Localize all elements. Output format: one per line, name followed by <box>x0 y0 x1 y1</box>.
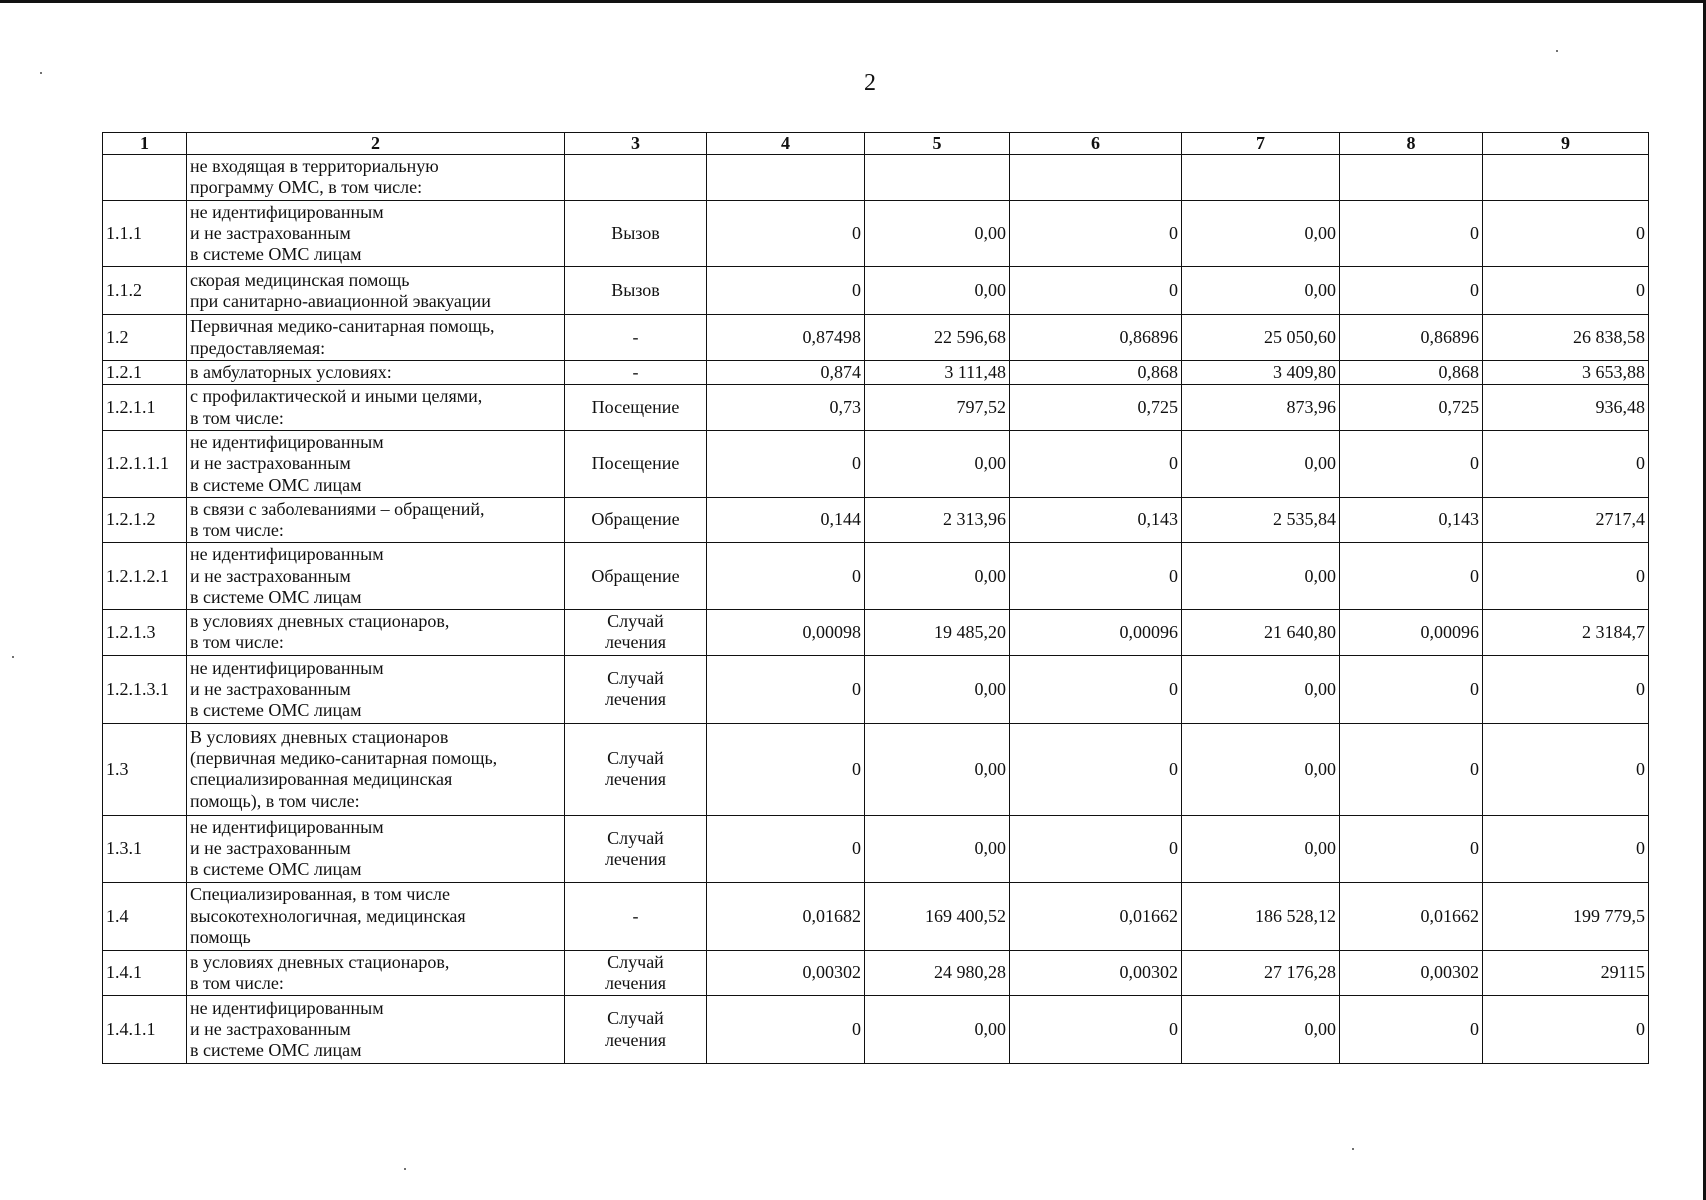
row-value-6 <box>1010 155 1182 200</box>
row-value-7: 2 535,84 <box>1182 497 1340 542</box>
row-name: Первичная медико-санитарная помощь, предоставляемая: <box>187 315 565 360</box>
data-table <box>102 132 1649 1064</box>
row-name: в условиях дневных стационаров, в том числе: <box>187 609 565 655</box>
row-value-8: 0 <box>1340 815 1483 882</box>
row-value-6: 0 <box>1010 543 1182 610</box>
row-value-5: 0,00 <box>865 200 1010 267</box>
scan-speck <box>1352 1148 1354 1150</box>
row-value-7: 873,96 <box>1182 385 1340 431</box>
row-name: не идентифицированным и не застрахованным в системе ОМС лицам <box>187 996 565 1064</box>
row-code: 1.4 <box>103 882 187 950</box>
row-value-4: 0,874 <box>707 360 865 384</box>
header-cell: 6 <box>1010 133 1182 155</box>
row-value-8: 0,868 <box>1340 360 1483 384</box>
page-number: 2 <box>864 70 876 96</box>
row-name: скорая медицинская помощь при санитарно-авиационной эвакуации <box>187 267 565 315</box>
row-value-7: 25 050,60 <box>1182 315 1340 360</box>
row-value-8: 0 <box>1340 996 1483 1064</box>
row-name: не идентифицированным и не застрахованным в системе ОМС лицам <box>187 815 565 882</box>
row-unit: Случай лечения <box>565 950 707 995</box>
row-value-5 <box>865 155 1010 200</box>
row-value-9: 0 <box>1483 543 1649 610</box>
row-value-5: 169 400,52 <box>865 882 1010 950</box>
row-value-9: 936,48 <box>1483 385 1649 431</box>
row-value-9 <box>1483 155 1649 200</box>
row-value-8: 0,00302 <box>1340 950 1483 995</box>
row-value-6: 0 <box>1010 200 1182 267</box>
row-code: 1.3.1 <box>103 815 187 882</box>
row-value-7: 0,00 <box>1182 996 1340 1064</box>
row-value-7: 3 409,80 <box>1182 360 1340 384</box>
row-value-5: 0,00 <box>865 815 1010 882</box>
table-row <box>103 431 1649 498</box>
row-unit: Посещение <box>565 385 707 431</box>
row-name: в амбулаторных условиях: <box>187 360 565 384</box>
row-unit: - <box>565 315 707 360</box>
row-value-6: 0 <box>1010 815 1182 882</box>
header-cell: 3 <box>565 133 707 155</box>
row-value-7 <box>1182 155 1340 200</box>
header-cell: 2 <box>187 133 565 155</box>
row-unit: Обращение <box>565 543 707 610</box>
header-cell: 4 <box>707 133 865 155</box>
row-value-9: 3 653,88 <box>1483 360 1649 384</box>
scan-speck <box>12 656 14 658</box>
row-value-7: 0,00 <box>1182 267 1340 315</box>
row-value-4: 0 <box>707 267 865 315</box>
row-value-7: 0,00 <box>1182 543 1340 610</box>
row-value-4: 0,144 <box>707 497 865 542</box>
row-value-4: 0 <box>707 200 865 267</box>
row-value-7: 0,00 <box>1182 200 1340 267</box>
row-code: 1.2.1.3.1 <box>103 655 187 723</box>
row-value-9: 26 838,58 <box>1483 315 1649 360</box>
row-value-5: 0,00 <box>865 655 1010 723</box>
table-row <box>103 497 1649 542</box>
row-unit: Вызов <box>565 200 707 267</box>
row-value-4: 0 <box>707 723 865 815</box>
row-value-8: 0,86896 <box>1340 315 1483 360</box>
row-unit: Случай лечения <box>565 655 707 723</box>
row-unit: Случай лечения <box>565 723 707 815</box>
row-name: в связи с заболеваниями – обращений, в том числе: <box>187 497 565 542</box>
row-value-8: 0 <box>1340 431 1483 498</box>
row-value-5: 22 596,68 <box>865 315 1010 360</box>
row-value-4: 0,00098 <box>707 609 865 655</box>
row-name: В условиях дневных стационаров (первичная медико-санитарная помощь, специализированная медицинская помощь), в том числе: <box>187 723 565 815</box>
table-row <box>103 609 1649 655</box>
row-value-6: 0,00096 <box>1010 609 1182 655</box>
row-code: 1.1.2 <box>103 267 187 315</box>
header-cell: 7 <box>1182 133 1340 155</box>
row-unit: - <box>565 360 707 384</box>
row-value-5: 0,00 <box>865 267 1010 315</box>
row-value-5: 0,00 <box>865 431 1010 498</box>
row-value-5: 0,00 <box>865 543 1010 610</box>
row-value-9: 0 <box>1483 815 1649 882</box>
row-code: 1.4.1.1 <box>103 996 187 1064</box>
row-value-4: 0 <box>707 996 865 1064</box>
table-row <box>103 155 1649 200</box>
table-row <box>103 655 1649 723</box>
row-value-9: 29115 <box>1483 950 1649 995</box>
row-value-7: 0,00 <box>1182 431 1340 498</box>
row-code: 1.3 <box>103 723 187 815</box>
row-value-8: 0,143 <box>1340 497 1483 542</box>
row-value-6: 0,86896 <box>1010 315 1182 360</box>
row-unit: Обращение <box>565 497 707 542</box>
row-code: 1.1.1 <box>103 200 187 267</box>
row-unit: Случай лечения <box>565 815 707 882</box>
row-value-9: 0 <box>1483 267 1649 315</box>
row-value-5: 797,52 <box>865 385 1010 431</box>
row-value-5: 19 485,20 <box>865 609 1010 655</box>
row-value-9: 2717,4 <box>1483 497 1649 542</box>
row-value-9: 0 <box>1483 723 1649 815</box>
row-unit: Вызов <box>565 267 707 315</box>
scan-speck <box>40 72 42 74</box>
table-row <box>103 267 1649 315</box>
row-unit: Посещение <box>565 431 707 498</box>
row-value-9: 0 <box>1483 996 1649 1064</box>
row-code <box>103 155 187 200</box>
table-row <box>103 723 1649 815</box>
row-value-5: 3 111,48 <box>865 360 1010 384</box>
table-row <box>103 882 1649 950</box>
row-code: 1.2.1.2.1 <box>103 543 187 610</box>
row-value-8: 0,01662 <box>1340 882 1483 950</box>
row-value-9: 0 <box>1483 431 1649 498</box>
row-value-5: 0,00 <box>865 723 1010 815</box>
row-value-4: 0,73 <box>707 385 865 431</box>
row-value-8: 0 <box>1340 267 1483 315</box>
row-value-4: 0 <box>707 655 865 723</box>
row-value-4: 0,00302 <box>707 950 865 995</box>
row-code: 1.2 <box>103 315 187 360</box>
row-value-5: 2 313,96 <box>865 497 1010 542</box>
row-name: не входящая в территориальную программу ОМС, в том числе: <box>187 155 565 200</box>
row-value-6: 0 <box>1010 723 1182 815</box>
row-value-5: 0,00 <box>865 996 1010 1064</box>
row-code: 1.2.1.1.1 <box>103 431 187 498</box>
row-unit: Случай лечения <box>565 609 707 655</box>
row-code: 1.2.1 <box>103 360 187 384</box>
header-cell: 9 <box>1483 133 1649 155</box>
table-row <box>103 385 1649 431</box>
row-value-6: 0,00302 <box>1010 950 1182 995</box>
table-row <box>103 360 1649 384</box>
scan-speck <box>404 1168 406 1170</box>
scan-speck <box>1556 50 1558 52</box>
row-name: не идентифицированным и не застрахованным в системе ОМС лицам <box>187 200 565 267</box>
table-row <box>103 950 1649 995</box>
row-code: 1.2.1.2 <box>103 497 187 542</box>
row-value-9: 199 779,5 <box>1483 882 1649 950</box>
row-unit: - <box>565 882 707 950</box>
header-cell: 5 <box>865 133 1010 155</box>
row-value-6: 0 <box>1010 655 1182 723</box>
row-value-7: 21 640,80 <box>1182 609 1340 655</box>
row-value-7: 0,00 <box>1182 815 1340 882</box>
row-code: 1.4.1 <box>103 950 187 995</box>
row-value-6: 0,01662 <box>1010 882 1182 950</box>
row-value-9: 0 <box>1483 655 1649 723</box>
row-value-6: 0,725 <box>1010 385 1182 431</box>
row-value-6: 0 <box>1010 267 1182 315</box>
row-code: 1.2.1.1 <box>103 385 187 431</box>
row-code: 1.2.1.3 <box>103 609 187 655</box>
row-value-4: 0 <box>707 543 865 610</box>
row-value-7: 0,00 <box>1182 655 1340 723</box>
row-value-8 <box>1340 155 1483 200</box>
row-value-8: 0,725 <box>1340 385 1483 431</box>
table-row <box>103 996 1649 1064</box>
row-value-9: 0 <box>1483 200 1649 267</box>
row-name: в условиях дневных стационаров, в том числе: <box>187 950 565 995</box>
table-row <box>103 200 1649 267</box>
row-value-7: 27 176,28 <box>1182 950 1340 995</box>
row-value-8: 0 <box>1340 655 1483 723</box>
row-value-4: 0 <box>707 815 865 882</box>
row-name: Специализированная, в том числе высокотехнологичная, медицинская помощь <box>187 882 565 950</box>
row-unit: Случай лечения <box>565 996 707 1064</box>
row-value-8: 0 <box>1340 723 1483 815</box>
row-name: не идентифицированным и не застрахованным в системе ОМС лицам <box>187 543 565 610</box>
header-cell: 1 <box>103 133 187 155</box>
row-value-4: 0,01682 <box>707 882 865 950</box>
row-value-6: 0,143 <box>1010 497 1182 542</box>
row-value-6: 0,868 <box>1010 360 1182 384</box>
row-value-4: 0 <box>707 431 865 498</box>
row-value-6: 0 <box>1010 431 1182 498</box>
row-value-7: 0,00 <box>1182 723 1340 815</box>
row-value-4 <box>707 155 865 200</box>
row-unit <box>565 155 707 200</box>
table-row <box>103 815 1649 882</box>
row-value-5: 24 980,28 <box>865 950 1010 995</box>
header-cell: 8 <box>1340 133 1483 155</box>
row-value-7: 186 528,12 <box>1182 882 1340 950</box>
row-name: с профилактической и иными целями, в том числе: <box>187 385 565 431</box>
row-name: не идентифицированным и не застрахованным в системе ОМС лицам <box>187 655 565 723</box>
row-value-8: 0 <box>1340 200 1483 267</box>
row-name: не идентифицированным и не застрахованным в системе ОМС лицам <box>187 431 565 498</box>
row-value-8: 0,00096 <box>1340 609 1483 655</box>
row-value-6: 0 <box>1010 996 1182 1064</box>
row-value-4: 0,87498 <box>707 315 865 360</box>
row-value-8: 0 <box>1340 543 1483 610</box>
table-row <box>103 315 1649 360</box>
table-row <box>103 543 1649 610</box>
header-row <box>103 133 1649 155</box>
row-value-9: 2 3184,7 <box>1483 609 1649 655</box>
